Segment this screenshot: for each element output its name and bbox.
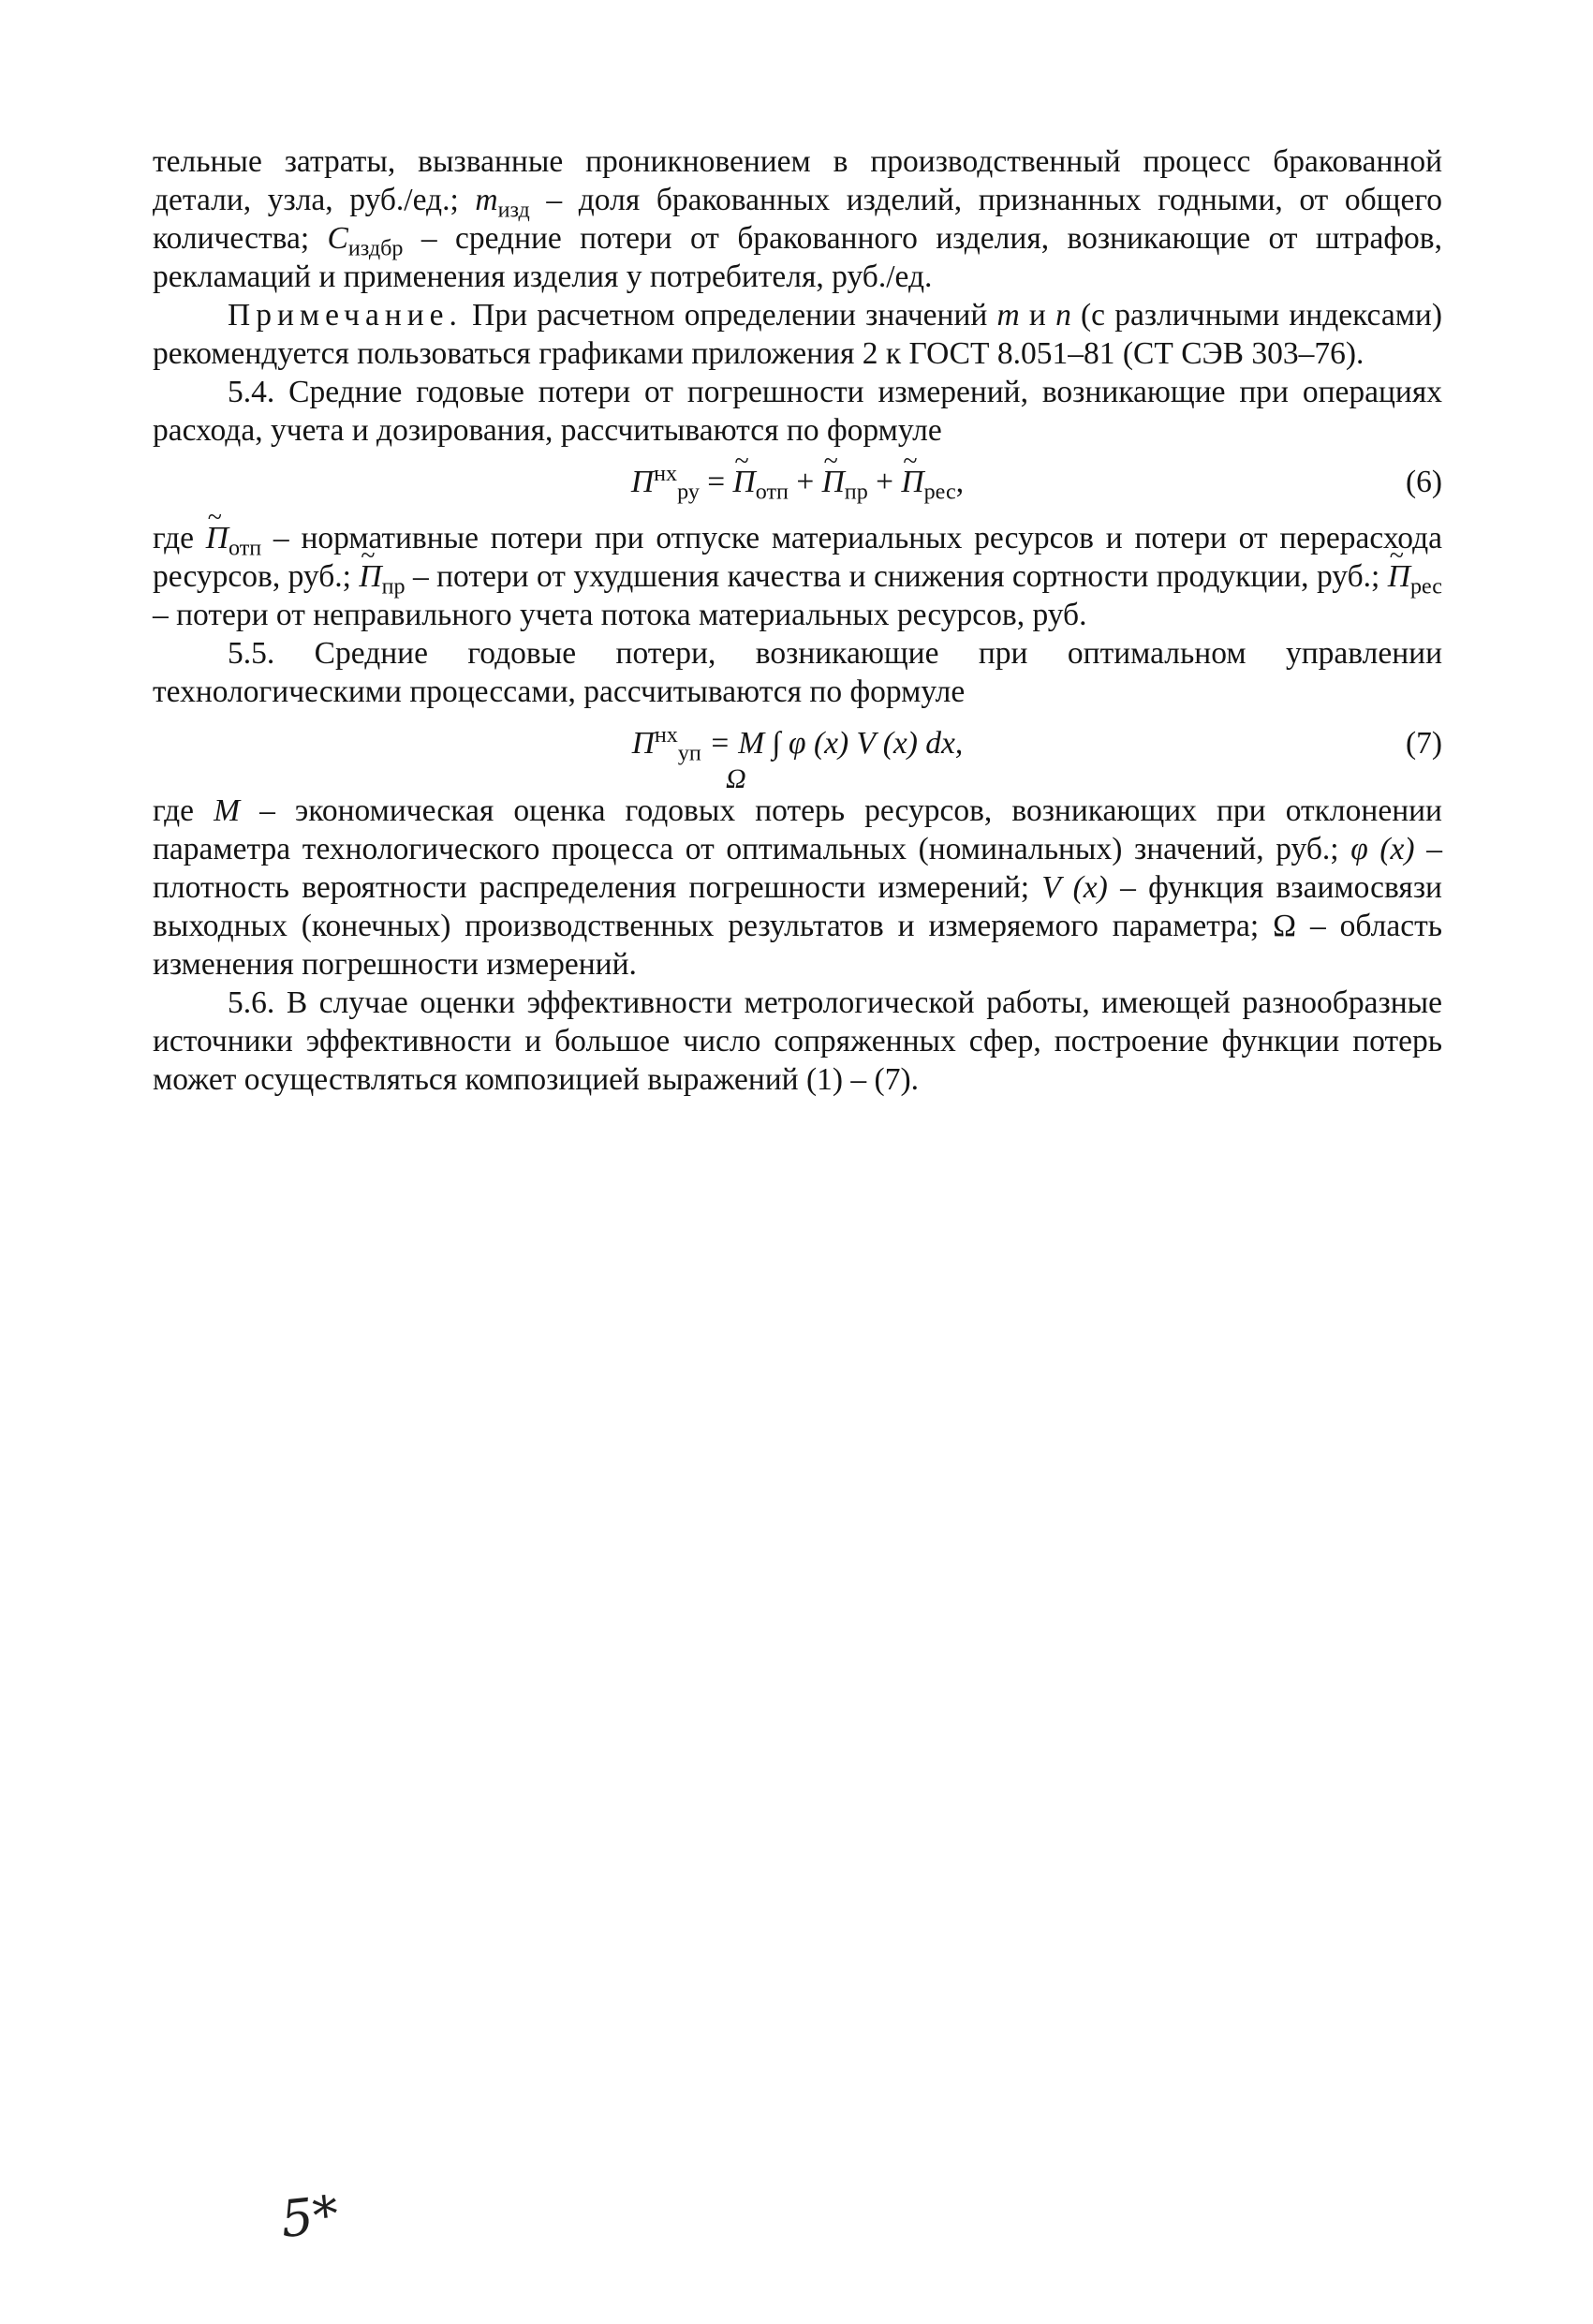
text-run: – доля бракованных изделий, признанных годными, от общего количества; [153, 183, 1442, 256]
formula-superscript: нх [654, 722, 678, 748]
formula-symbol: ~ П [901, 463, 923, 501]
subscript-izd: изд [497, 198, 530, 223]
page-mark: 5* [277, 2183, 342, 2250]
formula-6-number: (6) [1405, 465, 1442, 499]
symbol-m: m [996, 298, 1020, 333]
formula-7-explanation [153, 792, 1442, 984]
formula-6 [153, 457, 1442, 511]
formula-subscript: уп [677, 741, 701, 766]
text-run: – потери от неправильного учета потока материальных ресурсов, руб. [153, 598, 1087, 632]
text-run: – нормативные потери при отпуске материальных ресурсов и потери от перерасхода ресурсов, руб.; [153, 521, 1442, 594]
symbol-omega: Ω [1273, 909, 1297, 943]
formula-symbol: П [631, 726, 655, 761]
formula-6-explanation [153, 519, 1442, 634]
text-run: – потери от ухудшения качества и снижения сортности продукции, руб.; [405, 559, 1388, 594]
symbol-p-res: ~ П [1388, 557, 1410, 596]
text-run: где [153, 521, 206, 555]
symbol-p-pr: ~ П [359, 557, 381, 596]
text-run: тельные затраты, вызванные проникновением в производственный процесс бракованной детали, узла, руб./ед.; [153, 144, 1442, 217]
formula-7 [153, 718, 1442, 794]
formula-subscript: пр [844, 480, 868, 505]
text-run: – область изменения погрешности измерений. [153, 909, 1442, 982]
text-run: (с различными индексами) рекомендуется пользоваться графиками приложения 2 к ГОСТ 8.051–81 (СТ СЭВ 303–76). [153, 298, 1442, 371]
paragraph-5-4: 5.4. Средние годовые потери от погрешности измерений, возникающие при операциях расхода, учета и дозирования, рассчитываются по формуле [153, 375, 1442, 448]
formula-symbol: П [630, 465, 655, 499]
formula-7-number: (7) [1405, 726, 1442, 761]
paragraph-5-6: 5.6. В случае оценки эффективности метрологической работы, имеющей разнообразные источники эффективности и большое число сопряженных сфер, построение функции потерь может осуществляться композицией выражений (1) – (7). [153, 985, 1442, 1097]
subscript-izdbr: издбр [347, 236, 404, 261]
note-label: Примечание. [228, 298, 463, 333]
formula-subscript: отп [755, 480, 789, 505]
subscript-res: рес [1409, 574, 1442, 600]
formula-subscript: ру [677, 480, 700, 505]
formula-right-side: = M ∫ φ (x) V (x) dx, [701, 726, 964, 761]
text-run: – экономическая оценка годовых потерь ресурсов, возникающих при отклонении параметра технологического процесса от оптимальных (номинальных) значений, руб.; [153, 793, 1442, 866]
symbol-m-capital: M [214, 793, 240, 828]
formula-operator: = [699, 465, 733, 499]
text-run: – функция взаимосвязи выходных (конечных) производственных результатов и измеряемого параметра; [153, 870, 1442, 943]
formula-operator: + [788, 465, 822, 499]
text-run: – плотность вероятности распределения погрешности измерений; [153, 832, 1442, 905]
formula-symbol: ~ П [822, 463, 845, 501]
formula-superscript: нх [654, 461, 678, 486]
document-page [153, 142, 1442, 1099]
subscript-otp: отп [228, 536, 262, 561]
note-paragraph [153, 296, 1442, 373]
subscript-pr: пр [381, 574, 406, 600]
symbol-phi: φ (x) [1350, 832, 1415, 866]
text-run: где [153, 793, 214, 828]
text-run: – средние потери от бракованного изделия, возникающие от штрафов, рекламаций и применения изделия у потребителя, руб./ед. [153, 221, 1443, 294]
text-run: и [1019, 298, 1056, 333]
formula-6-expression [153, 461, 1442, 505]
formula-operator: + [867, 465, 902, 499]
formula-punctuation: , [955, 465, 965, 499]
symbol-n: n [1055, 298, 1071, 333]
symbol-v: V (x) [1041, 870, 1108, 905]
symbol-m: m [475, 183, 498, 217]
formula-7-expression [153, 722, 1442, 766]
paragraph-continuation [153, 142, 1442, 296]
paragraph-5-5: 5.5. Средние годовые потери, возникающие при оптимальном управлении технологическими процессами, рассчитываются по формуле [153, 636, 1442, 709]
symbol-p-otp: ~ П [206, 519, 229, 557]
formula-subscript: рес [923, 480, 956, 505]
symbol-c: C [327, 221, 348, 256]
integral-domain-omega: Ω [726, 763, 746, 794]
text-run: При расчетном определении значений [462, 298, 997, 333]
formula-symbol: ~ П [733, 463, 756, 501]
